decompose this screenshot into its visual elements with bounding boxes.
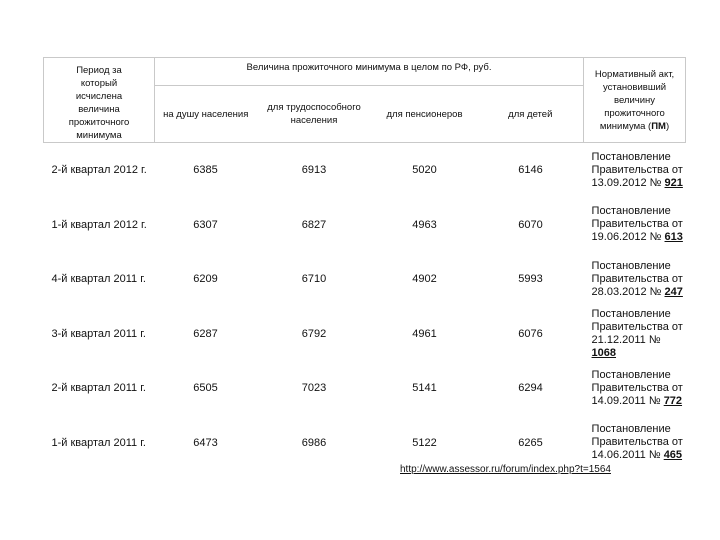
act-header-label: Нормативный акт, установивший величину прожиточного минимума (	[594, 68, 675, 132]
period-cell: 4-й квартал 2011 г.	[51, 273, 146, 286]
children-cell: 5993	[518, 273, 543, 286]
pensioners-header: для пенсионеров	[372, 86, 478, 143]
period-cell: 2-й квартал 2012 г.	[51, 164, 147, 177]
period-header-text: Период за который исчислена величина прожиточного минимума	[68, 65, 130, 141]
working-header	[257, 86, 372, 143]
act-number-link[interactable]: 1068	[591, 346, 617, 359]
act-date: 14.06.2011 №	[591, 449, 661, 462]
per-capita-cell: 6385	[193, 164, 218, 177]
children-cell: 6076	[518, 327, 543, 340]
pensioners-cell: 5020	[412, 164, 437, 177]
act-number-link[interactable]: 465	[663, 449, 683, 462]
pensioners-cell: 4963	[412, 218, 437, 231]
act-line-3	[592, 449, 686, 462]
act-date: 19.06.2012 №	[591, 231, 662, 244]
act-line-1: Постановление	[591, 205, 671, 218]
act-line-2: Правительства от	[591, 163, 683, 176]
children-cell: 6265	[518, 436, 543, 449]
act-line-1: Постановление	[591, 368, 671, 381]
working-cell: 7023	[301, 382, 327, 395]
act-cell	[584, 307, 686, 362]
act-line-1: Постановление	[591, 307, 671, 320]
children-header: для детей	[478, 86, 584, 143]
act-line-3	[592, 286, 686, 299]
act-date: 21.12.2011 №	[591, 333, 661, 346]
table-row	[44, 307, 686, 362]
act-line-3	[592, 177, 686, 190]
table-body	[44, 143, 686, 471]
act-line-2: Правительства от	[591, 381, 683, 394]
per-capita-cell: 6209	[193, 273, 218, 286]
period-column-header	[44, 58, 155, 143]
children-cell: 6070	[518, 218, 543, 231]
act-line-3	[592, 334, 686, 360]
period-cell: 2-й квартал 2011 г.	[51, 382, 146, 395]
per-capita-cell: 6287	[193, 327, 218, 340]
act-number-link[interactable]: 772	[663, 394, 683, 407]
table-row	[44, 361, 686, 416]
act-date: 28.03.2012 №	[591, 285, 662, 298]
children-cell: 6146	[518, 164, 543, 177]
act-number-link[interactable]: 613	[664, 231, 683, 244]
period-cell: 1-й квартал 2011 г.	[51, 436, 146, 449]
act-cell	[584, 361, 686, 416]
act-line-2: Правительства от	[591, 272, 683, 285]
per-capita-header: на душу населения	[155, 86, 257, 143]
pensioners-cell: 4961	[412, 327, 437, 340]
pensioners-cell: 5141	[412, 382, 437, 395]
act-header-close: )	[665, 120, 670, 132]
table-row	[44, 252, 686, 307]
period-cell: 3-й квартал 2011 г.	[51, 327, 146, 340]
act-cell	[584, 198, 686, 253]
source-link[interactable]: http://www.assessor.ru/forum/index.php?t=1564	[400, 464, 611, 475]
act-cell	[584, 252, 686, 307]
act-line-2: Правительства от	[591, 436, 683, 449]
working-cell: 6827	[301, 218, 327, 231]
per-capita-cell: 6307	[193, 218, 218, 231]
act-column-header	[584, 58, 686, 143]
act-number-link[interactable]: 247	[664, 285, 683, 298]
table-row	[44, 143, 686, 198]
table-row	[44, 416, 686, 471]
act-line-1: Постановление	[591, 423, 671, 436]
act-date: 13.09.2012 №	[591, 176, 662, 189]
working-cell: 6913	[301, 164, 327, 177]
act-cell	[584, 143, 686, 198]
per-capita-cell: 6505	[193, 382, 218, 395]
period-cell: 1-й квартал 2012 г.	[51, 218, 147, 231]
per-capita-cell: 6473	[193, 436, 218, 449]
act-header-abbr: ПМ	[651, 120, 666, 132]
working-header-text: для трудоспособного населения	[267, 102, 361, 127]
act-line-3	[592, 395, 686, 408]
act-line-2: Правительства от	[591, 320, 683, 333]
working-cell: 6792	[301, 327, 327, 340]
act-date: 14.09.2011 №	[591, 394, 661, 407]
children-cell: 6294	[518, 382, 543, 395]
group-column-header: Величина прожиточного минимума в целом по РФ, руб.	[155, 58, 584, 86]
pensioners-cell: 5122	[412, 436, 437, 449]
act-line-1: Постановление	[591, 150, 671, 163]
act-number-link[interactable]: 921	[664, 176, 683, 189]
act-line-2: Правительства от	[591, 218, 683, 231]
act-header-text	[590, 68, 680, 133]
working-cell: 6986	[301, 436, 327, 449]
act-line-1: Постановление	[591, 259, 671, 272]
pensioners-cell: 4902	[412, 273, 437, 286]
act-line-3	[592, 231, 686, 244]
working-cell: 6710	[301, 273, 327, 286]
act-cell	[584, 416, 686, 471]
table-row	[44, 198, 686, 253]
subsistence-minimum-table	[43, 57, 686, 470]
